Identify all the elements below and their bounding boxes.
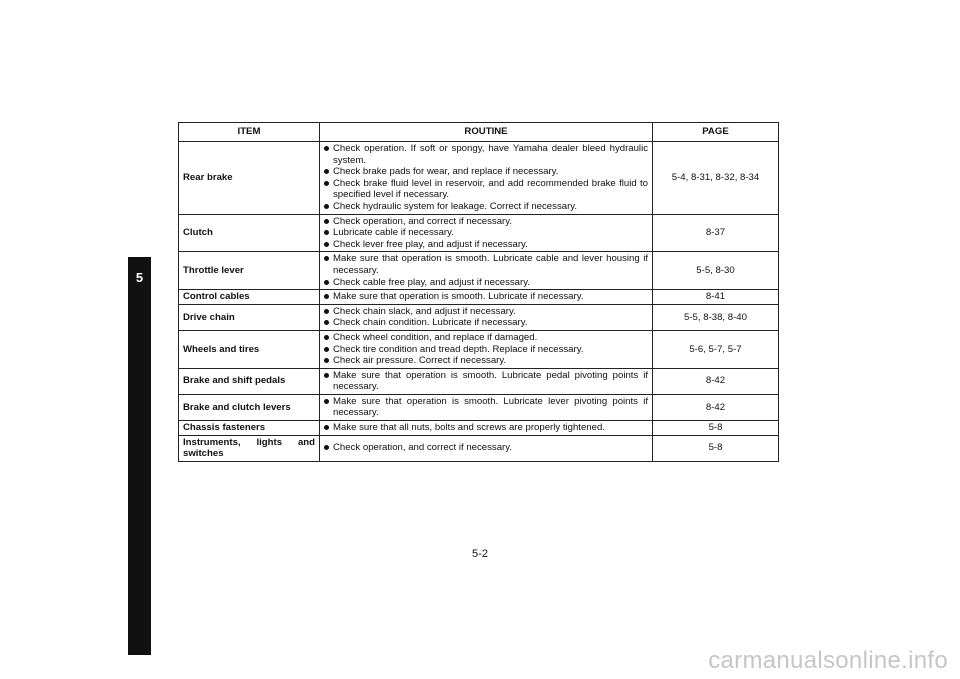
routine-list xyxy=(324,291,648,303)
item-cell: Wheels and tires xyxy=(179,330,320,368)
table-row xyxy=(179,252,779,290)
page-ref-cell: 5-6, 5-7, 5-7 xyxy=(653,330,779,368)
page-ref-cell: 5-4, 8-31, 8-32, 8-34 xyxy=(653,142,779,215)
routine-cell xyxy=(320,368,653,394)
routine-list xyxy=(324,396,648,419)
chapter-tab xyxy=(128,257,151,655)
routine-cell xyxy=(320,421,653,436)
routine-text: Make sure that all nuts, bolts and screws are properly tightened. xyxy=(333,422,605,434)
header-routine: ROUTINE xyxy=(320,123,653,142)
routine-cell xyxy=(320,435,653,461)
routine-item xyxy=(324,143,648,166)
routine-item xyxy=(324,355,648,367)
routine-cell xyxy=(320,252,653,290)
routine-text: Make sure that operation is smooth. Lubricate pedal pivoting points if necessary. xyxy=(333,369,648,393)
routine-cell xyxy=(320,330,653,368)
table-header-row xyxy=(179,123,779,142)
table-row xyxy=(179,330,779,368)
page-ref-cell: 8-42 xyxy=(653,394,779,420)
item-cell: Clutch xyxy=(179,214,320,252)
table-row xyxy=(179,142,779,215)
routine-item xyxy=(324,396,648,419)
item-cell: Brake and clutch levers xyxy=(179,394,320,420)
routine-text: Check chain condition. Lubricate if necessary. xyxy=(333,317,528,329)
item-cell: Instruments, lights and switches xyxy=(179,435,320,461)
routine-text: Check operation, and correct if necessary. xyxy=(333,215,512,227)
routine-cell xyxy=(320,290,653,305)
bullet-icon xyxy=(324,294,329,299)
routine-item xyxy=(324,370,648,393)
bullet-icon xyxy=(324,230,329,235)
routine-list xyxy=(324,253,648,288)
routine-text: Check operation. If soft or spongy, have Yamaha dealer bleed hydraulic system. xyxy=(333,143,648,166)
routine-text: Check chain slack, and adjust if necessary. xyxy=(333,305,516,317)
routine-item xyxy=(324,227,648,239)
page-ref-cell: 8-42 xyxy=(653,368,779,394)
header-item: ITEM xyxy=(179,123,320,142)
routine-cell xyxy=(320,304,653,330)
bullet-icon xyxy=(324,358,329,363)
routine-text: Check tire condition and tread depth. Replace if necessary. xyxy=(333,343,584,355)
routine-text: Make sure that operation is smooth. Lubricate cable and lever housing if necessary. xyxy=(333,253,648,276)
routine-list xyxy=(324,422,648,434)
routine-item xyxy=(324,442,648,454)
item-cell: Brake and shift pedals xyxy=(179,368,320,394)
table-row xyxy=(179,214,779,252)
routine-text: Check brake fluid level in reservoir, and add recommended brake fluid to specified level if necessary. xyxy=(333,177,648,201)
page-ref-cell: 5-8 xyxy=(653,421,779,436)
bullet-icon xyxy=(324,373,329,378)
maintenance-table xyxy=(178,122,779,462)
bullet-icon xyxy=(324,445,329,450)
routine-text: Check cable free play, and adjust if necessary. xyxy=(333,276,530,288)
routine-cell xyxy=(320,394,653,420)
table-row xyxy=(179,290,779,305)
item-cell: Throttle lever xyxy=(179,252,320,290)
routine-cell xyxy=(320,214,653,252)
item-cell: Chassis fasteners xyxy=(179,421,320,436)
routine-item xyxy=(324,332,648,344)
routine-text: Check operation, and correct if necessary. xyxy=(333,442,512,454)
bullet-icon xyxy=(324,399,329,404)
table-row xyxy=(179,421,779,436)
routine-item xyxy=(324,201,648,213)
routine-list xyxy=(324,216,648,251)
routine-list xyxy=(324,442,648,454)
routine-item xyxy=(324,216,648,228)
routine-item xyxy=(324,277,648,289)
bullet-icon xyxy=(324,347,329,352)
routine-text: Check brake pads for wear, and replace if necessary. xyxy=(333,166,559,178)
routine-list xyxy=(324,332,648,367)
routine-item xyxy=(324,344,648,356)
watermark: carmanualsonline.info xyxy=(708,647,948,674)
bullet-icon xyxy=(324,219,329,224)
bullet-icon xyxy=(324,204,329,209)
bullet-icon xyxy=(324,256,329,261)
routine-item xyxy=(324,291,648,303)
routine-item xyxy=(324,253,648,276)
table-body xyxy=(179,142,779,462)
bullet-icon xyxy=(324,146,329,151)
page-ref-cell: 5-8 xyxy=(653,435,779,461)
item-cell: Rear brake xyxy=(179,142,320,215)
bullet-icon xyxy=(324,181,329,186)
routine-text: Make sure that operation is smooth. Lubricate if necessary. xyxy=(333,291,584,303)
chapter-number: 5 xyxy=(135,270,144,285)
routine-list xyxy=(324,143,648,213)
routine-item xyxy=(324,239,648,251)
routine-text: Check lever free play, and adjust if necessary. xyxy=(333,238,528,250)
routine-list xyxy=(324,306,648,329)
bullet-icon xyxy=(324,320,329,325)
table-row xyxy=(179,304,779,330)
routine-item xyxy=(324,306,648,318)
item-cell: Control cables xyxy=(179,290,320,305)
routine-text: Check hydraulic system for leakage. Correct if necessary. xyxy=(333,200,578,212)
routine-item xyxy=(324,317,648,329)
header-page: PAGE xyxy=(653,123,779,142)
routine-item xyxy=(324,166,648,178)
routine-item xyxy=(324,422,648,434)
bullet-icon xyxy=(324,309,329,314)
item-cell: Drive chain xyxy=(179,304,320,330)
bullet-icon xyxy=(324,169,329,174)
routine-list xyxy=(324,370,648,393)
page-number: 5-2 xyxy=(472,548,488,560)
bullet-icon xyxy=(324,280,329,285)
bullet-icon xyxy=(324,425,329,430)
routine-text: Make sure that operation is smooth. Lubricate lever pivoting points if necessary. xyxy=(333,395,648,419)
routine-item xyxy=(324,178,648,201)
table-row xyxy=(179,435,779,461)
bullet-icon xyxy=(324,242,329,247)
table-row xyxy=(179,368,779,394)
table-row xyxy=(179,394,779,420)
routine-text: Check air pressure. Correct if necessary. xyxy=(333,355,507,367)
page-ref-cell: 5-5, 8-30 xyxy=(653,252,779,290)
page-ref-cell: 8-37 xyxy=(653,214,779,252)
bullet-icon xyxy=(324,335,329,340)
routine-text: Lubricate cable if necessary. xyxy=(333,227,454,239)
page-ref-cell: 5-5, 8-38, 8-40 xyxy=(653,304,779,330)
page-ref-cell: 8-41 xyxy=(653,290,779,305)
routine-cell xyxy=(320,142,653,215)
routine-text: Check wheel condition, and replace if damaged. xyxy=(333,331,538,343)
